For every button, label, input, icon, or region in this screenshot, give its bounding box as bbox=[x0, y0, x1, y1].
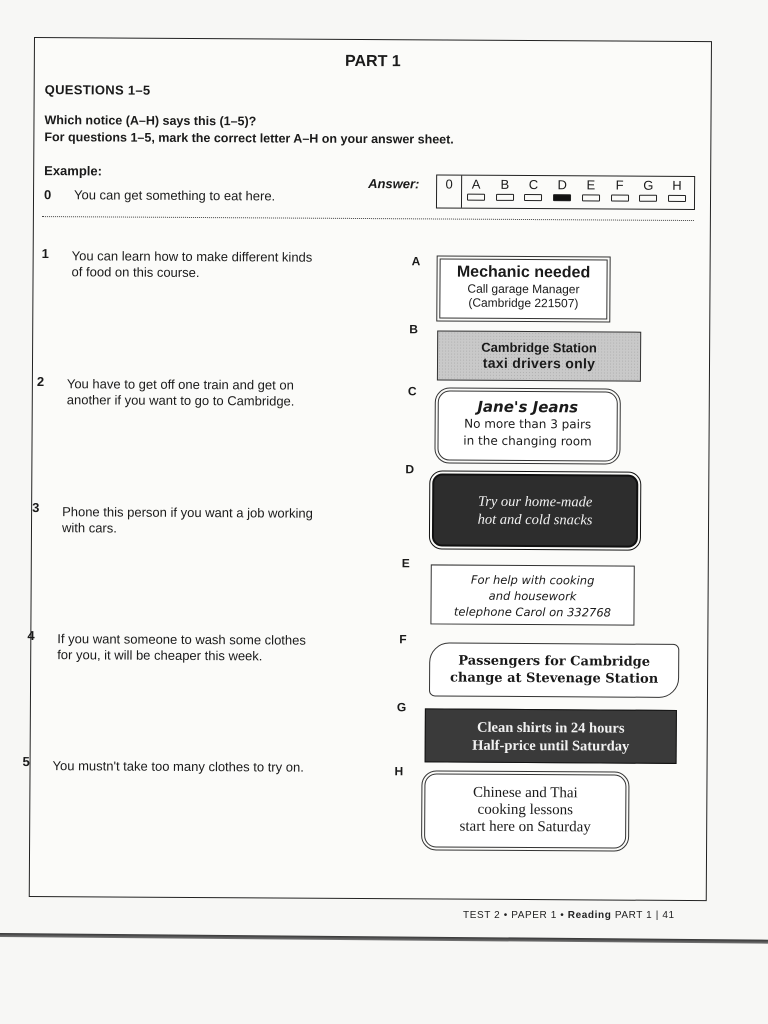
question-number-2: 2 bbox=[36, 374, 45, 390]
page-footer bbox=[463, 910, 675, 921]
notice-e bbox=[430, 564, 634, 625]
answer-label: Answer: bbox=[368, 176, 420, 192]
notice-g bbox=[425, 708, 677, 764]
notice-letter-g: G bbox=[396, 700, 407, 715]
answer-letter: E bbox=[586, 177, 596, 193]
question-number-5: 5 bbox=[22, 753, 30, 769]
notice-h-line2: cooking lessons bbox=[477, 801, 574, 819]
notice-e-line2: and housework bbox=[488, 588, 577, 604]
answer-option-e bbox=[580, 176, 602, 201]
notice-a-line2: Call garage Manager bbox=[467, 281, 580, 297]
answer-option-a bbox=[465, 176, 487, 201]
footer-paper: PAPER 1 bbox=[511, 910, 557, 921]
footer-reading: Reading bbox=[567, 910, 612, 921]
answer-letter: D bbox=[557, 177, 567, 193]
question-number-1: 1 bbox=[41, 246, 49, 262]
answer-mark bbox=[467, 194, 485, 201]
notice-e-line3: telephone Carol on 332768 bbox=[453, 604, 612, 620]
notice-b bbox=[437, 330, 641, 381]
notice-h-line1: Chinese and Thai bbox=[472, 784, 578, 802]
notice-letter-h: H bbox=[394, 764, 404, 779]
example-text: You can get something to eat here. bbox=[73, 187, 276, 204]
question-text-3: Phone this person if you want a job working with cars. bbox=[61, 504, 313, 536]
notice-e-line1: For help with cooking bbox=[470, 572, 595, 588]
example-number: 0 bbox=[43, 187, 52, 203]
answer-mark bbox=[496, 194, 514, 201]
notice-letter-e: E bbox=[401, 556, 410, 571]
footer-bullet-2: • bbox=[560, 910, 568, 921]
answer-letter: A bbox=[471, 176, 481, 192]
answer-option-d bbox=[551, 176, 573, 201]
notice-letter-b: B bbox=[409, 322, 418, 337]
notice-a bbox=[439, 258, 607, 319]
notice-a-title: Mechanic needed bbox=[456, 263, 591, 282]
answer-letters bbox=[465, 176, 694, 202]
answer-option-b bbox=[494, 176, 516, 201]
footer-test: TEST 2 bbox=[463, 910, 501, 921]
page-frame bbox=[22, 37, 712, 901]
answer-option-f bbox=[609, 177, 631, 202]
notice-letter-a: A bbox=[411, 254, 421, 269]
instruction-line-2: For questions 1–5, mark the correct letter A–H on your answer sheet. bbox=[44, 130, 454, 147]
questions-title: QUESTIONS 1–5 bbox=[44, 82, 151, 98]
notice-d bbox=[432, 473, 638, 547]
answer-mark bbox=[582, 194, 600, 201]
answer-zero: 0 bbox=[437, 175, 462, 207]
notice-g-line2: Half-price until Saturday bbox=[472, 737, 630, 755]
notice-d-line2: hot and cold snacks bbox=[477, 511, 593, 529]
answer-option-g bbox=[637, 177, 659, 202]
bottom-rule bbox=[0, 933, 768, 944]
notice-h-line3: start here on Saturday bbox=[459, 818, 591, 836]
footer-separator: | bbox=[655, 910, 663, 921]
part-title: PART 1 bbox=[344, 52, 401, 71]
question-number-4: 4 bbox=[27, 627, 35, 644]
instruction-line-1: Which notice (A–H) says this (1–5)? bbox=[44, 113, 257, 129]
answer-option-h bbox=[666, 177, 688, 202]
notice-b-line1: Cambridge Station bbox=[481, 339, 597, 356]
notice-b-line2: taxi drivers only bbox=[482, 354, 596, 372]
answer-letter: F bbox=[615, 177, 624, 193]
example-label: Example: bbox=[44, 163, 103, 179]
notice-c-title: Jane's Jeans bbox=[477, 397, 579, 417]
notice-letter-f: F bbox=[399, 632, 407, 647]
answer-letter: G bbox=[643, 177, 654, 193]
notice-c-line3: in the changing room bbox=[463, 433, 592, 449]
question-text-4: If you want someone to wash some clothes for you, it will be cheaper this week. bbox=[57, 631, 306, 664]
notice-letter-d: D bbox=[405, 462, 415, 477]
notice-c-line2: No more than 3 pairs bbox=[464, 416, 592, 432]
notice-f-line2: change at Stevenage Station bbox=[449, 670, 659, 687]
answer-mark bbox=[524, 194, 542, 201]
page-number: 41 bbox=[662, 910, 675, 921]
answer-letter: B bbox=[500, 176, 510, 192]
notice-d-line1: Try our home-made bbox=[477, 493, 593, 511]
answer-letter: C bbox=[528, 177, 539, 193]
question-text-1: You can learn how to make different kinds of food on this course. bbox=[71, 248, 313, 281]
answer-mark bbox=[668, 195, 686, 202]
notice-a-line3: (Cambridge 221507) bbox=[468, 295, 579, 311]
answer-mark bbox=[553, 194, 571, 201]
notice-f bbox=[429, 642, 679, 698]
notice-c bbox=[437, 390, 617, 461]
footer-part: PART 1 bbox=[614, 910, 653, 921]
notice-h bbox=[424, 773, 626, 848]
question-text-2: You have to get off one train and get on another if you want to go to Cambridge. bbox=[66, 376, 295, 409]
answer-mark bbox=[639, 195, 657, 202]
answer-mark bbox=[611, 195, 629, 202]
divider-dotted bbox=[42, 216, 694, 221]
answer-box bbox=[436, 174, 695, 210]
notice-f-line1: Passengers for Cambridge bbox=[458, 653, 651, 670]
footer-bullet-1: • bbox=[503, 910, 512, 921]
question-text-5: You mustn't take too many clothes to try on. bbox=[52, 758, 304, 775]
question-number-3: 3 bbox=[32, 499, 40, 516]
notice-letter-c: C bbox=[407, 384, 417, 399]
answer-letter: H bbox=[672, 177, 682, 193]
notice-g-line1: Clean shirts in 24 hours bbox=[477, 719, 625, 737]
answer-option-c bbox=[522, 176, 544, 201]
